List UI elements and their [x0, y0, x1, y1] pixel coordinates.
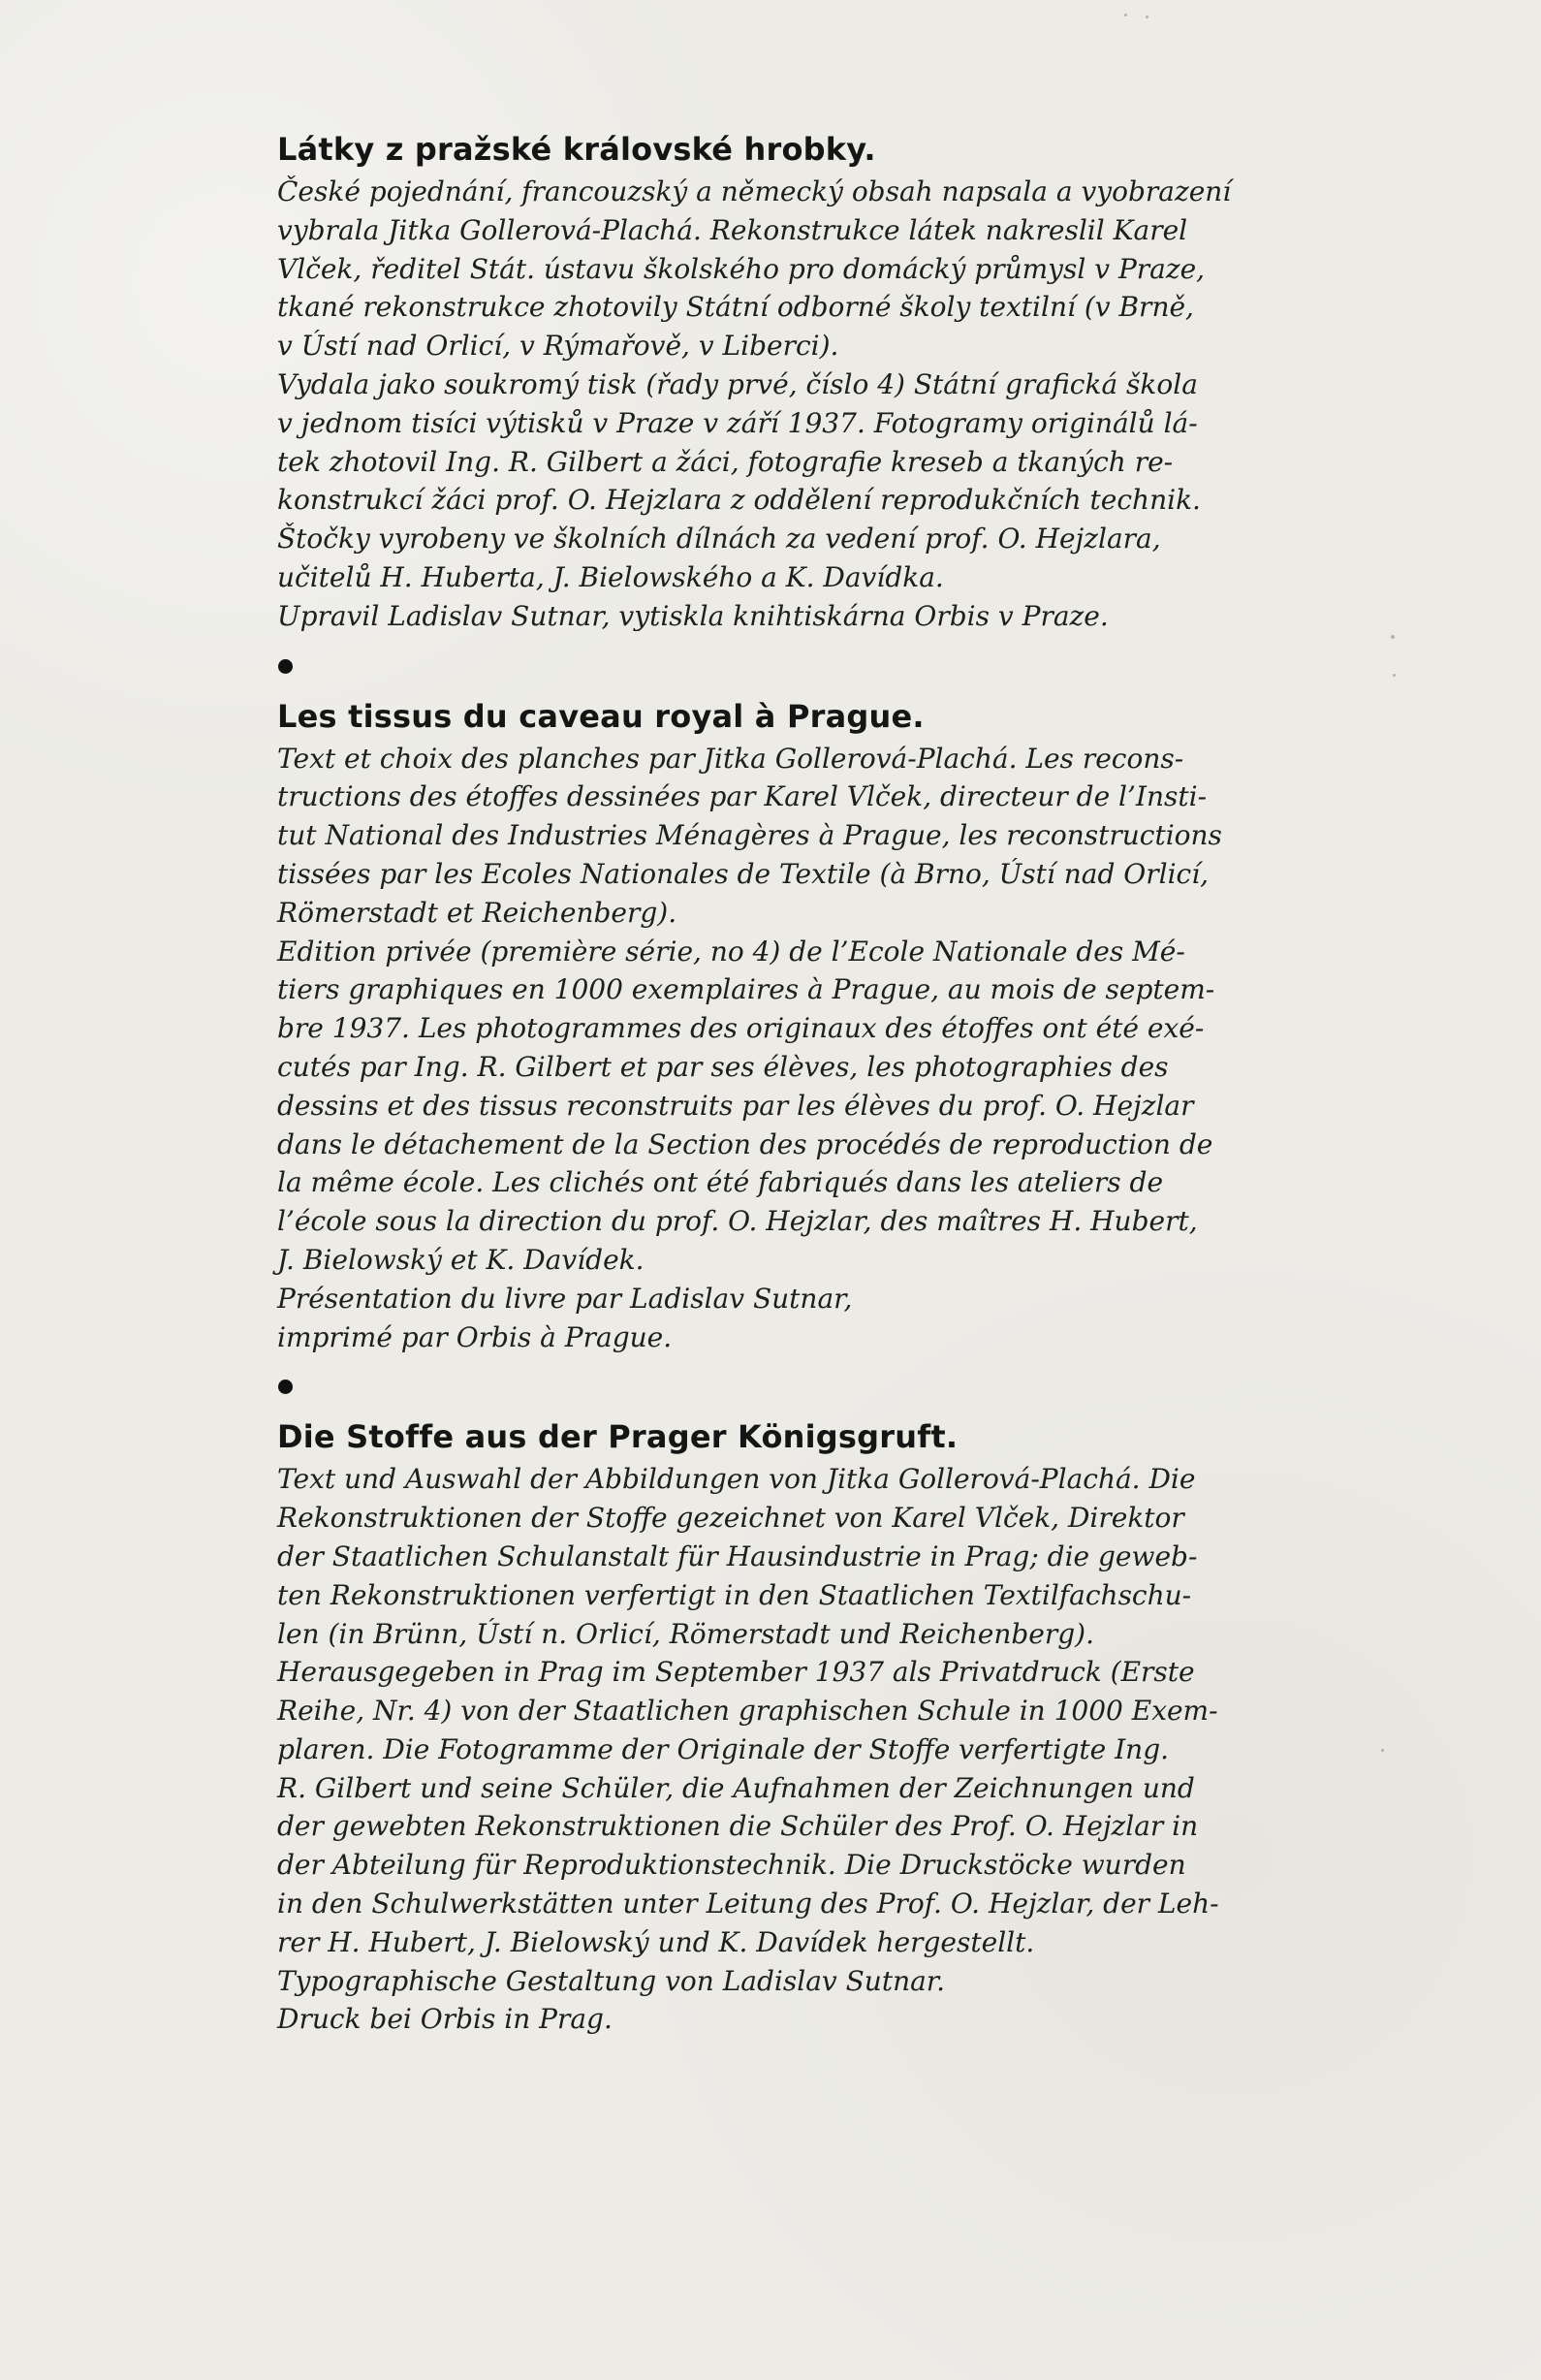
french-section [277, 697, 1421, 1357]
german-line: der gewebten Rekonstruktionen die Schüler des Prof. O. Hejzlar in [277, 1810, 1199, 1843]
french-line: Edition privée (première série, no 4) de l’Ecole Nationale des Mé- [277, 935, 1185, 968]
czech-line: Upravil Ladislav Sutnar, vytiskla knihtiskárna Orbis v Praze. [277, 599, 1109, 632]
section-separator-bullet [278, 1380, 293, 1394]
czech-line: České pojednání, francouzský a německý obsah napsala a vyobrazení [277, 175, 1232, 207]
french-line: Römerstadt et Reichenberg). [277, 896, 677, 929]
colophon-text [277, 130, 1421, 2039]
german-line: plaren. Die Fotogramme der Originale der Stoffe verfertigte Ing. [277, 1732, 1170, 1765]
french-line: J. Bielowský et K. Davídek. [277, 1243, 645, 1276]
german-line: der Abteilung für Reproduktionstechnik. Die Druckstöcke wurden [277, 1849, 1186, 1882]
german-line: in den Schulwerkstätten unter Leitung des Prof. O. Hejzlar, der Leh- [277, 1888, 1219, 1920]
french-line: dessins et des tissus reconstruits par les élèves du prof. O. Hejzlar [277, 1089, 1194, 1122]
german-line: ten Rekonstruktionen verfertigt in den Staatlichen Textilfachschu- [277, 1578, 1192, 1611]
czech-line: vybrala Jitka Gollerová-Plachá. Rekonstrukce látek nakreslil Karel [277, 213, 1188, 246]
czech-line: Vydala jako soukromý tisk (řady prvé, číslo 4) Státní grafická škola [277, 367, 1198, 400]
french-line: tut National des Industries Ménagères à Prague, les reconstructions [277, 819, 1222, 852]
czech-heading: Látky z pražské královské hrobky. [277, 131, 876, 168]
french-heading: Les tissus du caveau royal à Prague. [277, 697, 925, 735]
german-line: Herausgegeben in Prag im September 1937 als Privatdruck (Erste [277, 1656, 1195, 1689]
paper-speck [1124, 14, 1127, 16]
czech-line: Vlček, ředitel Stát. ústavu školského pro domácký průmysl v Praze, [277, 252, 1206, 285]
french-line: tiers graphiques en 1000 exemplaires à Prague, au mois de septem- [277, 973, 1215, 1006]
german-line: Druck bei Orbis in Prag. [277, 2003, 613, 2036]
french-line: tissées par les Ecoles Nationales de Textile (à Brno, Ústí nad Orlicí, [277, 857, 1210, 890]
czech-line: v jednom tisíci výtisků v Praze v září 1937. Fotogramy originálů lá- [277, 406, 1198, 439]
german-line: Rekonstruktionen der Stoffe gezeichnet von Karel Vlček, Direktor [277, 1502, 1184, 1535]
german-line: Reihe, Nr. 4) von der Staatlichen graphischen Schule in 1000 Exem- [277, 1695, 1218, 1728]
french-line: dans le détachement de la Section des procédés de reproduction de [277, 1127, 1213, 1160]
czech-line: tkané rekonstrukce zhotovily Státní odborné školy textilní (v Brně, [277, 291, 1194, 324]
czech-line: tek zhotovil Ing. R. Gilbert a žáci, fotografie kreseb a tkaných re- [277, 445, 1174, 478]
german-section [277, 1417, 1421, 2039]
french-line: bre 1937. Les photogrammes des originaux des étoffes ont été exé- [277, 1012, 1205, 1045]
french-line: Présentation du livre par Ladislav Sutnar, [277, 1282, 853, 1315]
german-line: der Staatlichen Schulanstalt für Hausindustrie in Prag; die geweb- [277, 1539, 1198, 1572]
czech-section [277, 130, 1421, 636]
german-line: R. Gilbert und seine Schüler, die Aufnahmen der Zeichnungen und [277, 1771, 1195, 1804]
french-line: la même école. Les clichés ont été fabriqués dans les ateliers de [277, 1166, 1164, 1199]
czech-line: učitelů H. Huberta, J. Bielowského a K. Davídka. [277, 560, 944, 593]
czech-line: Štočky vyrobeny ve školních dílnách za vedení prof. O. Hejzlara, [277, 523, 1161, 555]
french-line: Text et choix des planches par Jitka Gollerová-Plachá. Les recons- [277, 742, 1184, 775]
czech-line: konstrukcí žáci prof. O. Hejzlara z oddělení reprodukčních technik. [277, 484, 1201, 517]
french-line: imprimé par Orbis à Prague. [277, 1320, 673, 1353]
czech-line: v Ústí nad Orlicí, v Rýmařově, v Liberci). [277, 330, 839, 363]
paper-speck [1146, 16, 1148, 18]
german-line: len (in Brünn, Ústí n. Orlicí, Römerstadt und Reichenberg). [277, 1617, 1095, 1650]
german-line: rer H. Hubert, J. Bielowský und K. Davídek hergestellt. [277, 1925, 1035, 1958]
section-separator-bullet [278, 659, 293, 674]
german-line: Text und Auswahl der Abbildungen von Jitka Gollerová-Plachá. Die [277, 1463, 1196, 1496]
german-heading: Die Stoffe aus der Prager Königsgruft. [277, 1418, 959, 1456]
french-line: tructions des étoffes dessinées par Karel Vlček, directeur de l’Insti- [277, 780, 1208, 813]
french-line: l’école sous la direction du prof. O. Hejzlar, des maîtres H. Hubert, [277, 1205, 1198, 1238]
german-line: Typographische Gestaltung von Ladislav Sutnar. [277, 1964, 946, 1997]
french-line: cutés par Ing. R. Gilbert et par ses élèves, les photographies des [277, 1050, 1169, 1083]
